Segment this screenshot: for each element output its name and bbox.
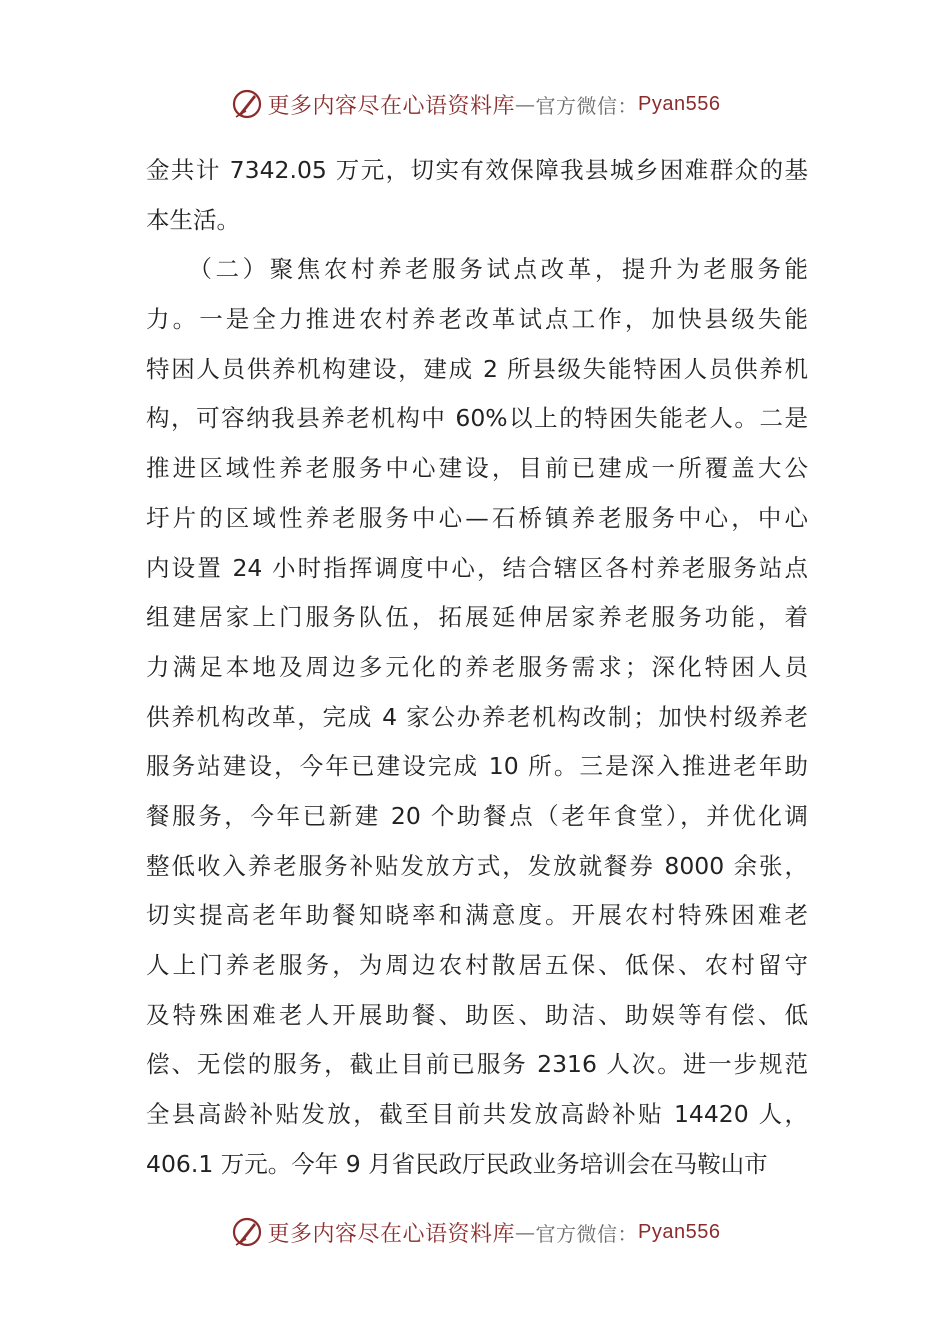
text-line: 力满足本地及周边多元化的养老服务需求；深化特困人员 — [146, 652, 808, 681]
text-line: 构，可容纳我县养老机构中 60%以上的特困失能老人。二是 — [146, 404, 808, 433]
text-line: 推进区域性养老服务中心建设，目前已建成一所覆盖大公 — [146, 454, 808, 483]
text-line: 全县高龄补贴发放，截至目前共发放高龄补贴 14420 人， — [146, 1100, 808, 1129]
footer-banner — [0, 1212, 950, 1252]
text-line: 组建居家上门服务队伍，拓展延伸居家养老服务功能，着 — [146, 603, 808, 632]
banner-dash: — — [515, 1220, 536, 1244]
text-line: 服务站建设，今年已建设完成 10 所。三是深入推进老年助 — [146, 752, 808, 781]
text-line: 及特殊困难老人开展助餐、助医、助洁、助娱等有偿、低 — [146, 1000, 808, 1029]
quill-pen-logo-icon — [230, 1215, 264, 1249]
banner-wechat-id: Pyan556 — [638, 92, 721, 115]
text-line: （二）聚焦农村养老服务试点改革，提升为老服务能 — [146, 255, 808, 284]
text-line: 特困人员供养机构建设，建成 2 所县级失能特困人员供养机 — [146, 354, 808, 383]
banner-title: 更多内容尽在心语资料库 — [267, 1221, 516, 1247]
banner-wechat-id: Pyan556 — [638, 1220, 721, 1243]
text-line: 餐服务，今年已新建 20 个助餐点（老年食堂），并优化调 — [146, 801, 808, 830]
text-line: 圩片的区域性养老服务中心—石桥镇养老服务中心，中心 — [146, 503, 808, 532]
quill-pen-logo-icon — [230, 87, 264, 121]
banner-dash: — — [515, 92, 536, 116]
text-line: 整低收入养老服务补贴发放方式，发放就餐券 8000 余张， — [146, 851, 808, 880]
banner-subtitle: 官方微信： — [535, 93, 639, 118]
text-line: 406.1 万元。今年 9 月省民政厅民政业务培训会在马鞍山市 — [146, 1149, 768, 1178]
text-line: 供养机构改革，完成 4 家公办养老机构改制；加快村级养老 — [146, 702, 808, 731]
text-line: 力。一是全力推进农村养老改革试点工作，加快县级失能 — [146, 305, 808, 334]
text-line: 偿、无偿的服务，截止目前已服务 2316 人次。进一步规范 — [146, 1050, 808, 1079]
text-line: 本生活。 — [146, 205, 240, 234]
text-line: 切实提高老年助餐知晓率和满意度。开展农村特殊困难老 — [146, 901, 808, 930]
header-banner — [0, 84, 950, 124]
text-line: 内设置 24 小时指挥调度中心，结合辖区各村养老服务站点 — [146, 553, 808, 582]
banner-title: 更多内容尽在心语资料库 — [267, 93, 516, 119]
text-line: 金共计 7342.05 万元，切实有效保障我县城乡困难群众的基 — [146, 156, 808, 184]
body-text — [146, 146, 808, 1189]
text-line: 人上门养老服务，为周边农村散居五保、低保、农村留守 — [146, 951, 808, 979]
banner-subtitle: 官方微信： — [535, 1221, 639, 1246]
